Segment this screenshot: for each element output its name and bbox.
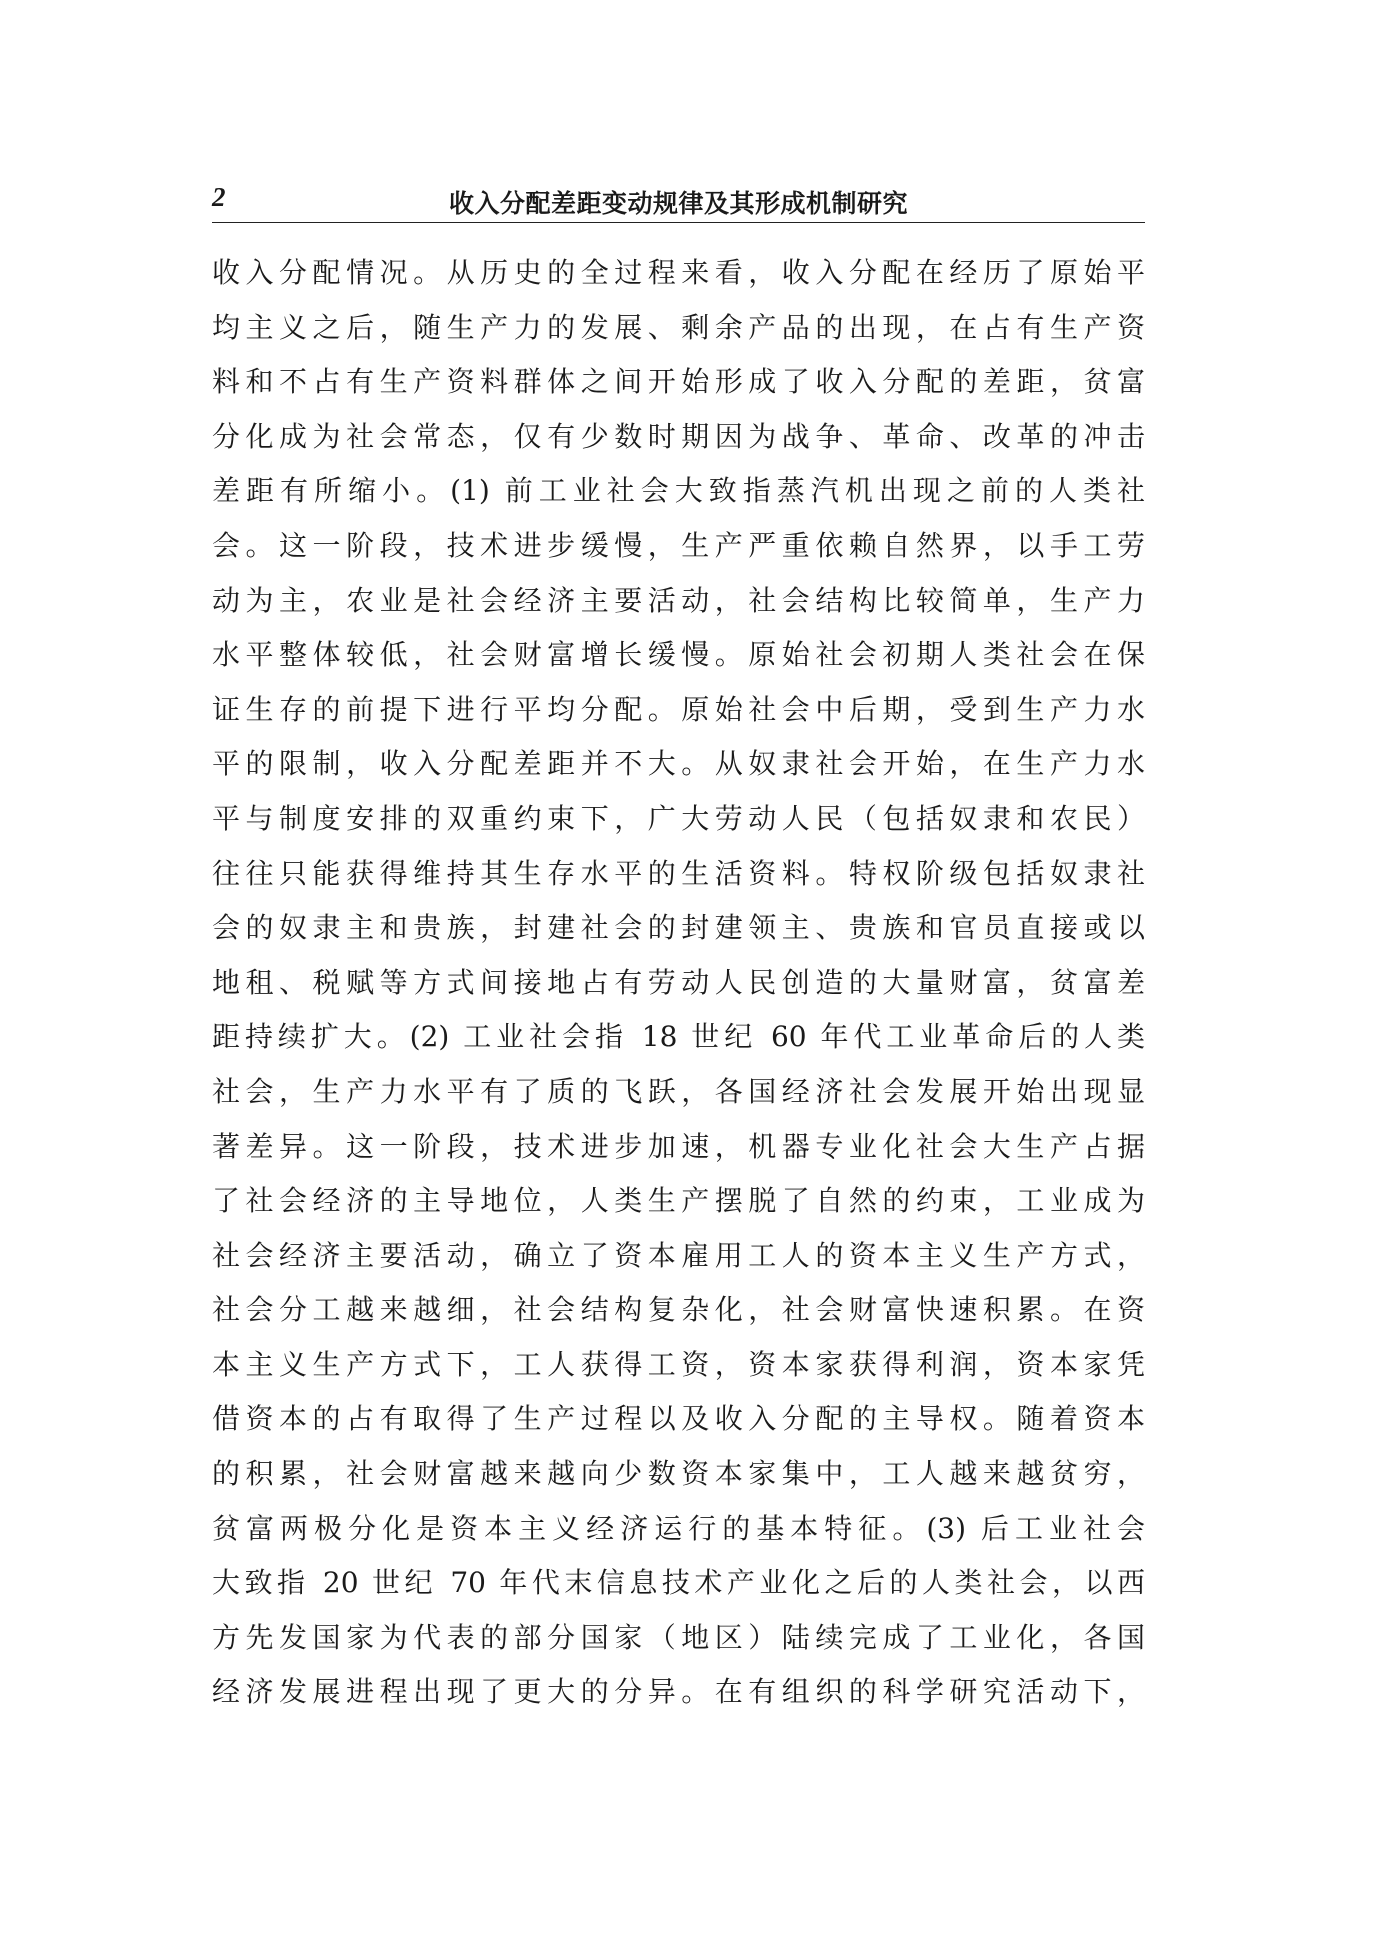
body-text xyxy=(212,246,1145,1720)
text-line: 的积累，社会财富越来越向少数资本家集中，工人越来越贫穷， xyxy=(212,1457,1145,1491)
text-line: 本主义生产方式下，工人获得工资，资本家获得利润，资本家凭 xyxy=(212,1347,1145,1381)
text-line: 著差异。这一阶段，技术进步加速，机器专业化社会大生产占据 xyxy=(212,1129,1145,1163)
text-line: 差距有所缩小。(1) 前工业社会大致指蒸汽机出现之前的人类社 xyxy=(212,474,1145,508)
text-line: 均主义之后，随生产力的发展、剩余产品的出现，在占有生产资 xyxy=(212,310,1145,344)
page-number: 2 xyxy=(212,182,226,212)
text-line: 社会经济主要活动，确立了资本雇用工人的资本主义生产方式， xyxy=(212,1238,1145,1272)
text-line: 方先发国家为代表的部分国家（地区）陆续完成了工业化，各国 xyxy=(212,1620,1145,1654)
text-line: 了社会经济的主导地位，人类生产摆脱了自然的约束，工业成为 xyxy=(212,1184,1145,1218)
text-line: 往往只能获得维持其生存水平的生活资料。特权阶级包括奴隶社 xyxy=(212,856,1145,890)
text-line: 会。这一阶段，技术进步缓慢，生产严重依赖自然界，以手工劳 xyxy=(212,528,1145,562)
text-line: 贫富两极分化是资本主义经济运行的基本特征。(3) 后工业社会 xyxy=(212,1511,1145,1545)
text-line: 动为主，农业是社会经济主要活动，社会结构比较简单，生产力 xyxy=(212,583,1145,617)
text-line: 会的奴隶主和贵族，封建社会的封建领主、贵族和官员直接或以 xyxy=(212,911,1145,945)
text-line: 平与制度安排的双重约束下，广大劳动人民（包括奴隶和农民） xyxy=(212,801,1145,835)
text-line: 平的限制，收入分配差距并不大。从奴隶社会开始，在生产力水 xyxy=(212,747,1145,781)
running-title: 收入分配差距变动规律及其形成机制研究 xyxy=(448,189,908,218)
text-line: 大致指 20 世纪 70 年代末信息技术产业化之后的人类社会，以西 xyxy=(212,1566,1145,1600)
text-line: 社会分工越来越细，社会结构复杂化，社会财富快速积累。在资 xyxy=(212,1293,1145,1327)
text-line: 料和不占有生产资料群体之间开始形成了收入分配的差距，贫富 xyxy=(212,365,1145,399)
text-line: 水平整体较低，社会财富增长缓慢。原始社会初期人类社会在保 xyxy=(212,638,1145,672)
text-line: 经济发展进程出现了更大的分异。在有组织的科学研究活动下， xyxy=(212,1675,1145,1709)
text-line: 分化成为社会常态，仅有少数时期因为战争、革命、改革的冲击 xyxy=(212,419,1145,453)
text-line: 收入分配情况。从历史的全过程来看，收入分配在经历了原始平 xyxy=(212,256,1145,289)
text-line: 证生存的前提下进行平均分配。原始社会中后期，受到生产力水 xyxy=(212,692,1145,726)
text-line: 距持续扩大。(2) 工业社会指 18 世纪 60 年代工业革命后的人类 xyxy=(212,1020,1145,1054)
text-line: 地租、税赋等方式间接地占有劳动人民创造的大量财富，贫富差 xyxy=(212,965,1145,999)
text-line: 借资本的占有取得了生产过程以及收入分配的主导权。随着资本 xyxy=(212,1402,1145,1436)
page-header xyxy=(212,178,1145,223)
text-line: 社会，生产力水平有了质的飞跃，各国经济社会发展开始出现显 xyxy=(212,1074,1145,1108)
